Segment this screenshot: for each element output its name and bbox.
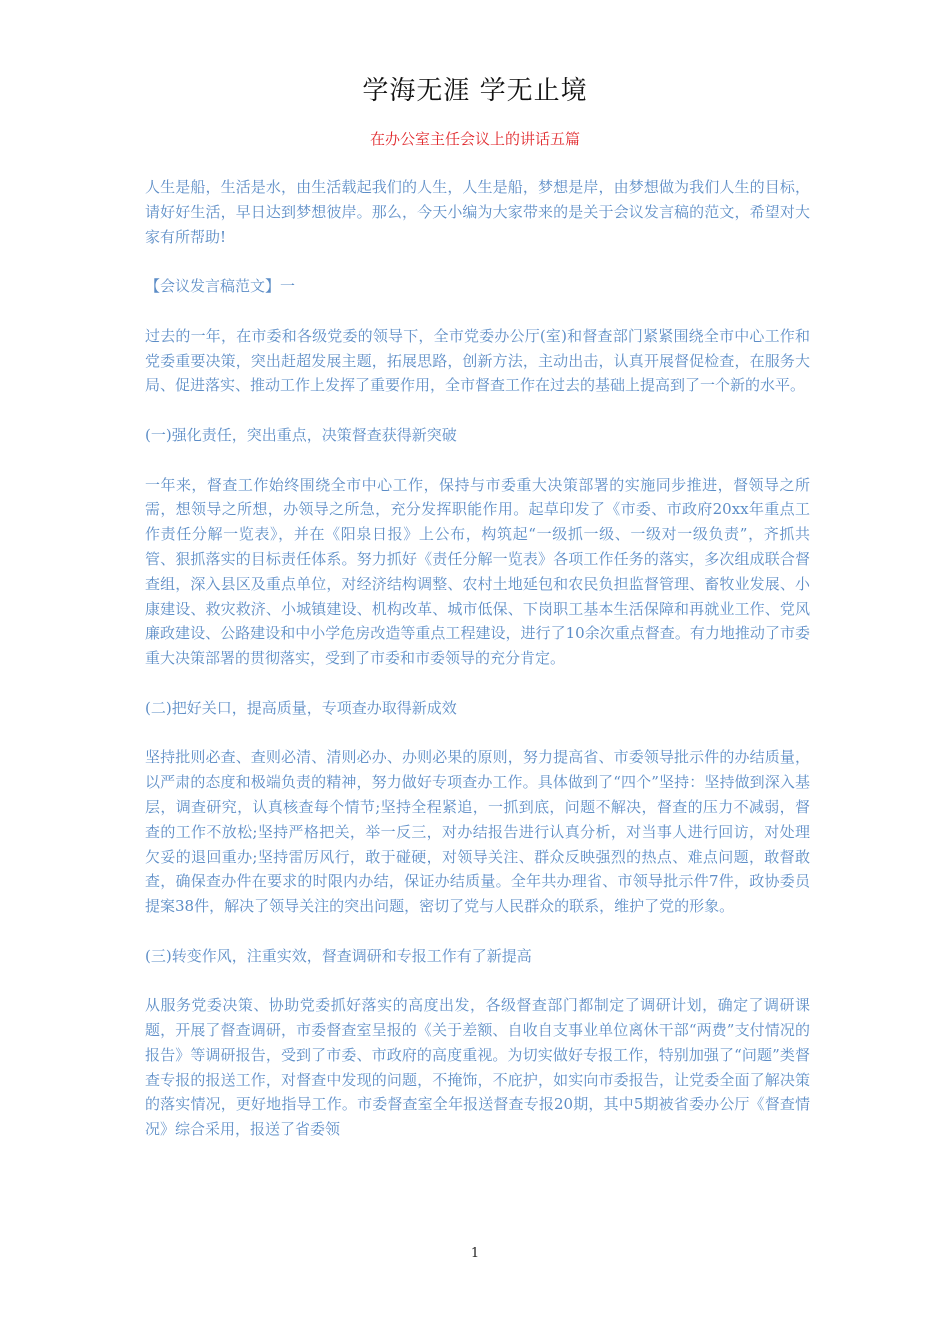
- body-paragraph: 一年来，督查工作始终围绕全市中心工作，保持与市委重大决策部署的实施同步推进，督领导之所需，想领导之所想，办领导之所急，充分发挥职能作用。起草印发了《市委、市政府20xx年重点工作责任分解一览表》，并在《阳泉日报》上公布，构筑起“一级抓一级、一级对一级负责”，齐抓共管、狠抓落实的目标责任体系。努力抓好《责任分解一览表》各项工作任务的落实，多次组成联合督查组，深入县区及重点单位，对经济结构调整、农村土地延包和农民负担监督管理、畜牧业发展、小康建设、救灾救济、小城镇建设、机构改革、城市低保、下岗职工基本生活保障和再就业工作、党风廉政建设、公路建设和中小学危房改造等重点工程建设，进行了10余次重点督查。有力地推动了市委重大决策部署的贯彻落实，受到了市委和市委领导的充分肯定。: [145, 475, 810, 668]
- body-paragraph: 从服务党委决策、协助党委抓好落实的高度出发，各级督查部门都制定了调研计划，确定了调研课题，开展了督查调研，市委督查室呈报的《关于差额、自收自支事业单位离休干部“两费”支付情况的报告》等调研报告，受到了市委、市政府的高度重视。为切实做好专报工作，特别加强了“问题”类督查专报的报送工作，对督查中发现的问题，不掩饰，不庇护，如实向市委报告，让党委全面了解决策的落实情况，更好地指导工作。市委督查室全年报送督查专报20期，其中5期被省委办公厅《督查情况》综合采用，报送了省委领: [145, 996, 810, 1139]
- subsection-heading: (三)转变作风，注重实效，督查调研和专报工作有了新提高: [145, 946, 532, 965]
- document-body: [145, 175, 810, 1167]
- intro-paragraph: 人生是船，生活是水，由生活载起我们的人生，人生是船，梦想是岸，由梦想做为我们人生的目标，请好好生活，早日达到梦想彼岸。那么，今天小编为大家带来的是关于会议发言稿的范文，希望对大家有所帮助!: [145, 178, 810, 246]
- body-paragraph: 过去的一年，在市委和各级党委的领导下，全市党委办公厅(室)和督查部门紧紧围绕全市中心工作和党委重要决策，突出赶超发展主题，拓展思路，创新方法，主动出击，认真开展督促检查，在服务大局、促进落实、推动工作上发挥了重要作用，全市督查工作在过去的基础上提高到了一个新的水平。: [145, 326, 810, 395]
- body-paragraph: 坚持批则必查、查则必清、清则必办、办则必果的原则，努力提高省、市委领导批示件的办结质量，以严肃的态度和极端负责的精神，努力做好专项查办工作。具体做到了“四个”坚持：坚持做到深入基层，调查研究，认真核查每个情节;坚持全程紧追，一抓到底，问题不解决，督查的压力不减弱，督查的工作不放松;坚持严格把关，举一反三，对办结报告进行认真分析，对当事人进行回访，对处理欠妥的退回重办;坚持雷厉风行，敢于碰硬，对领导关注、群众反映强烈的热点、难点问题，敢督敢查，确保查办件在要求的时限内办结，保证办结质量。全年共办理省、市领导批示件7件，政协委员提案38件，解决了领导关注的突出问题，密切了党与人民群众的联系，维护了党的形象。: [145, 748, 810, 916]
- document-title: 在办公室主任会议上的讲话五篇: [369, 130, 580, 148]
- page-number: 1: [470, 1246, 480, 1261]
- subsection-heading: (二)把好关口，提高质量，专项查办取得新成效: [145, 698, 457, 717]
- header-motto: 学海无涯 学无止境: [362, 76, 588, 106]
- subsection-heading: (一)强化责任，突出重点，决策督查获得新突破: [145, 425, 457, 444]
- section-heading: 【会议发言稿范文】一: [145, 277, 296, 296]
